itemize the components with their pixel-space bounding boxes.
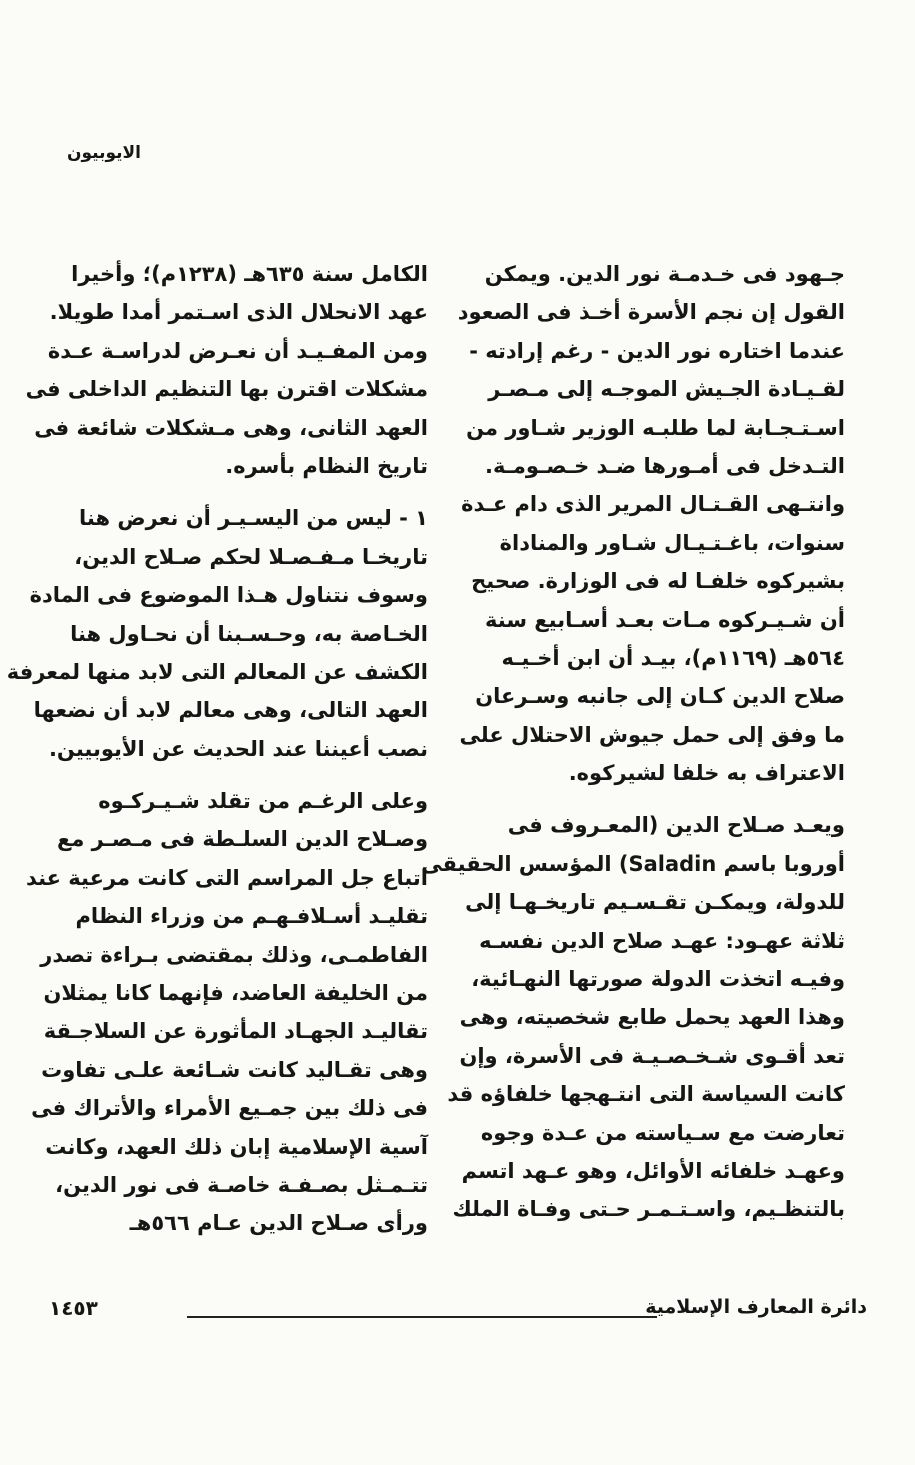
paragraph-gap — [72, 485, 428, 499]
paragraph — [25, 782, 428, 1243]
paragraph-gap — [72, 768, 428, 782]
text-line: عهد الانحلال الذى اسـتمر أمدا طويلا. — [49, 300, 428, 325]
running-head: الايوبيون — [66, 143, 141, 163]
text-line: بالتنظـيم، واسـتـمـر حـتى وفـاة الملك — [452, 1197, 845, 1222]
text-line: آسية الإسلامية إبان ذلك العهد، وكانت — [45, 1134, 428, 1159]
paragraph — [421, 806, 845, 1228]
text-line: وصـلاح الدين السلـطة فى مـصـر مع — [56, 827, 428, 852]
text-line: وهذا العهد يحمل طابع شخصيته، وهى — [459, 1005, 845, 1030]
text-line: العهد الثانى، وهى مـشكلات شائعة فى — [34, 415, 428, 440]
text-line: وفيـه اتخذت الدولة صورتها النهـائية، — [471, 967, 845, 992]
text-line: كانت السياسة التى انتـهجها خلفاؤه قد — [447, 1082, 845, 1107]
text-line: وعلى الرغـم من تقلد شـيـركـوه — [98, 789, 428, 814]
right-column — [421, 255, 845, 1229]
text-line: الفاطمـى، وذلك بمقتضى بـراءة تصدر — [40, 942, 428, 967]
left-column — [6, 255, 428, 1243]
text-line: القول إن نجم الأسرة أخـذ فى الصعود — [457, 300, 845, 325]
text-line: نصب أعيننا عند الحديث عن الأيوبيين. — [48, 736, 428, 761]
text-line: الكشف عن المعالم التى لابد منها لمعرفة — [6, 659, 428, 684]
paragraph-gap — [489, 792, 845, 806]
footer-title: دائرة المعارف الإسلامية — [645, 1296, 867, 1318]
text-line: فى ذلك بين جمـيع الأمراء والأتراك فى — [31, 1096, 428, 1121]
text-line: أوروبا باسم Saladin) المؤسس الحقيقى — [421, 851, 845, 876]
text-line: تاريخ النظام بأسره. — [225, 453, 428, 478]
text-line: تقاليـد الجهـاد المأثورة عن السلاجـقة — [43, 1019, 428, 1044]
text-line: العهد التالى، وهى معالم لابد أن نضعها — [33, 698, 428, 723]
page-number: ١٤٥٣ — [49, 1296, 98, 1320]
text-line: ما وفق إلى حمل جيوش الاحتلال على — [459, 722, 845, 747]
text-line: لقـيـادة الجـيش الموجـه إلى مـصـر — [488, 377, 845, 402]
text-line: سنوات، باغـتـيـال شـاور والمناداة — [499, 530, 845, 555]
text-line: اتباع جل المراسم التى كانت مرعية عند — [25, 865, 428, 890]
text-line: الكامل سنة ٦٣٥هـ (١٢٣٨م)؛ وأخيرا — [71, 262, 428, 286]
text-line: ثلاثة عهـود: عهـد صلاح الدين نفسـه — [479, 928, 845, 953]
text-line: ويعـد صـلاح الدين (المعـروف فى — [507, 813, 845, 838]
text-line: عندما اختاره نور الدين - رغم إرادته - — [469, 338, 845, 363]
text-line: تعارضت مع سـياسته من عـدة وجوه — [480, 1120, 845, 1145]
text-line: الخـاصة به، وحـسـبنا أن نحـاول هنا — [70, 621, 428, 646]
text-line: ومن المفـيـد أن نعـرض لدراسـة عـدة — [47, 338, 428, 363]
paragraph — [25, 255, 428, 485]
text-line: أن شـيـركوه مـات بعـد أسـابيع سنة — [485, 607, 845, 632]
text-line: صلاح الدين كـان إلى جانبه وسـرعان — [475, 684, 845, 709]
text-line: وهى تقـاليد كانت شـائعة علـى تفاوت — [41, 1057, 428, 1082]
text-line: اسـتـجـابة لما طلبـه الوزير شـاور من — [466, 415, 845, 440]
paragraph — [6, 499, 428, 768]
text-line: ورأى صـلاح الدين عـام ٥٦٦هـ — [129, 1211, 428, 1236]
text-line: تتـمـثل بصـفـة خاصـة فى نور الدين، — [55, 1172, 428, 1197]
text-line: بشيركوه خلفـا له فى الوزارة. صحيح — [471, 569, 845, 594]
text-line: التـدخل فى أمـورها ضـد خـصـومـة. — [484, 453, 845, 478]
text-line: وانتـهى القـتـال المرير الذى دام عـدة — [461, 492, 845, 517]
text-line: الاعتراف به خلفا لشيركوه. — [568, 761, 845, 786]
paragraph — [457, 255, 845, 792]
footer-rule — [187, 1316, 657, 1318]
page-footer — [49, 1296, 867, 1336]
text-line: ١ - ليس من اليسـيـر أن نعرض هنا — [79, 506, 428, 531]
text-line: جـهود فى خـدمـة نور الدين. ويمكن — [484, 262, 845, 286]
text-line: من الخليفة العاضد، فإنهما كانا يمثلان — [43, 981, 428, 1006]
text-line: تعد أقـوى شـخـصـيـة فى الأسرة، وإن — [459, 1043, 845, 1068]
text-line: للدولة، ويمكـن تقـسـيم تاريخـهـا إلى — [465, 890, 845, 915]
text-line: مشكلات اقترن بها التنظيم الداخلى فى — [25, 377, 428, 402]
text-line: ٥٦٤هـ (١١٦٩م)، بيـد أن ابن أخـيـه — [501, 645, 845, 670]
text-line: تقليـد أسـلافـهـم من وزراء النظام — [75, 904, 428, 929]
text-line: تاريخـا مـفـصـلا لحكم صـلاح الدين، — [74, 544, 428, 569]
text-line: وعهـد خلفائه الأوائل، وهو عـهد اتسم — [461, 1158, 845, 1183]
text-line: وسوف نتناول هـذا الموضوع فى المادة — [29, 583, 428, 608]
